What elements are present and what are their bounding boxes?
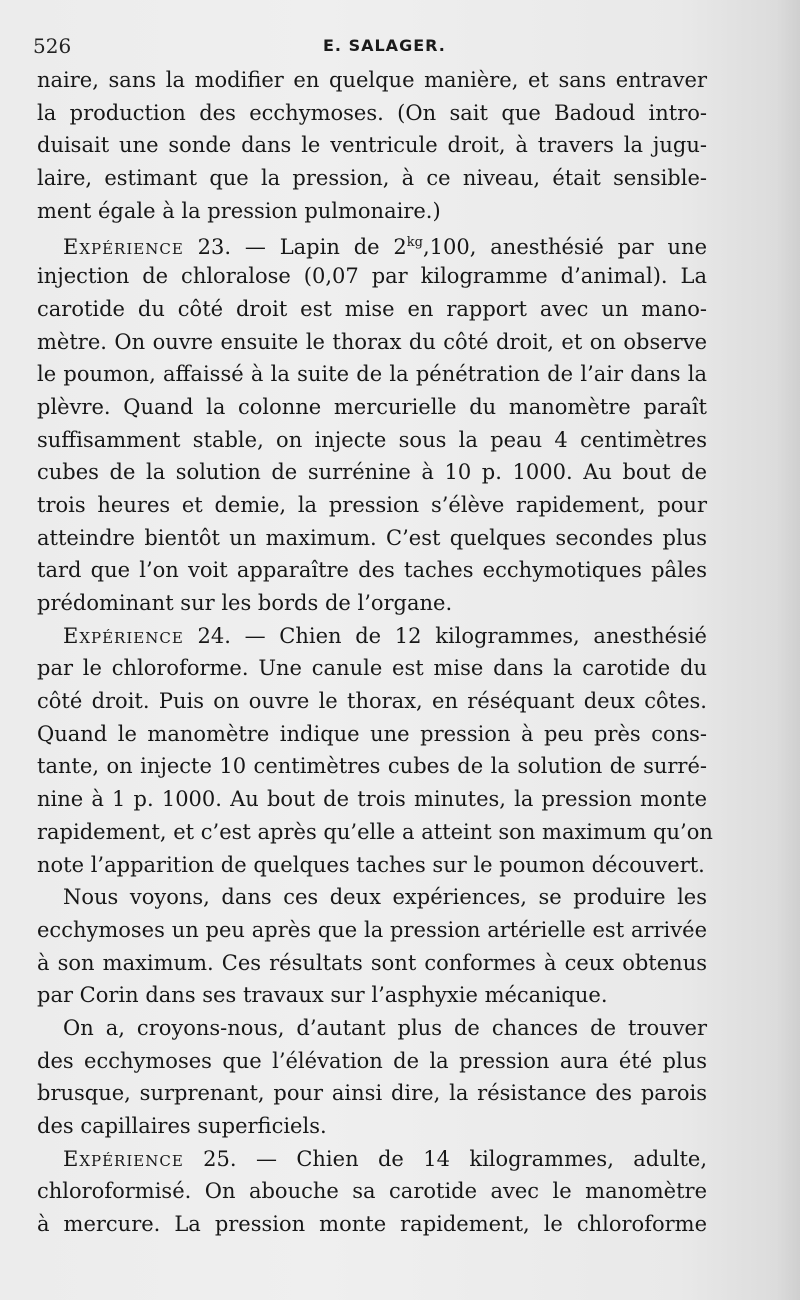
- line-text: tard que l’on voit apparaître des taches ecchymotiques pâles: [37, 558, 707, 583]
- text-line: [37, 326, 707, 359]
- text-line: [37, 1045, 707, 1078]
- line-text: prédominant sur les bords de l’organe.: [37, 591, 453, 615]
- line-text: On a, croyons-nous, d’autant plus de chances de trouver: [63, 1015, 707, 1040]
- text-line: [37, 391, 707, 424]
- text-line: [37, 750, 707, 783]
- text-line: [37, 64, 707, 97]
- line-text: par Corin dans ses travaux sur l’asphyxie mécanique.: [37, 983, 608, 1008]
- line-text: ,100, anesthésié par une: [423, 235, 708, 260]
- line-text: à son maximum. Ces résultats sont conformes à ceux obtenus: [37, 950, 707, 975]
- page-header: [33, 34, 752, 62]
- line-text: la production des ecchymoses. (On sait que Badoud intro-: [37, 100, 707, 125]
- line-text: par le chloroforme. Une canule est mise dans la carotide du: [37, 656, 707, 681]
- experiment-label: Expérience: [63, 623, 184, 648]
- line-text: atteindre bientôt un maximum. C’est quelques secondes plus: [37, 525, 707, 550]
- line-text: chloroformisé. On abouche sa carotide avec le manomètre: [37, 1179, 707, 1204]
- line-text: nine à 1 p. 1000. Au bout de trois minutes, la pression monte: [37, 787, 707, 812]
- text-line: [37, 1012, 707, 1045]
- line-text: plèvre. Quand la colonne mercurielle du manomètre paraît: [37, 394, 707, 419]
- text-line: [37, 1110, 707, 1143]
- experiment-label: Expérience: [63, 235, 184, 260]
- text-line: [37, 424, 707, 457]
- text-line: [37, 129, 707, 162]
- text-line: [37, 293, 707, 326]
- line-text: brusque, surprenant, pour ainsi dire, la résistance des parois: [37, 1081, 707, 1106]
- text-line: [37, 979, 707, 1012]
- running-title: E. SALAGER.: [323, 36, 446, 55]
- line-text: ecchymoses un peu après que la pression artérielle est arrivée: [37, 917, 707, 942]
- text-line: [37, 554, 707, 587]
- text-line: [37, 522, 707, 555]
- page-number: 526: [33, 34, 72, 58]
- line-text: Quand le manomètre indique une pression à peu près cons-: [37, 721, 707, 746]
- text-line: [37, 685, 707, 718]
- line-text: injection de chloralose (0,07 par kilogramme d’animal). La: [37, 264, 707, 289]
- text-line: [37, 162, 707, 195]
- line-text: carotide du côté droit est mise en rapport avec un mano-: [37, 296, 707, 321]
- line-text: rapidement, et c’est après qu’elle a atteint son maximum qu’on: [37, 819, 713, 844]
- text-line: [37, 1208, 707, 1241]
- text-line: [37, 456, 707, 489]
- text-line: [37, 816, 713, 849]
- line-text: à mercure. La pression monte rapidement, le chloroforme: [37, 1212, 707, 1237]
- text-line: [37, 97, 707, 130]
- text-line: [37, 195, 707, 228]
- text-line: [37, 489, 707, 522]
- line-text: laire, estimant que la pression, à ce niveau, était sensible-: [37, 166, 707, 191]
- line-text: 24. — Chien de 12 kilogrammes, anesthésié: [183, 623, 707, 648]
- text-line: [37, 260, 707, 293]
- text-line: [37, 881, 707, 914]
- body-text: [37, 64, 713, 1241]
- text-line: [37, 1077, 707, 1110]
- text-line: [37, 358, 707, 391]
- text-line: [37, 652, 707, 685]
- text-line: [37, 1143, 707, 1176]
- line-text: 25. — Chien de 14 kilogrammes, adulte,: [183, 1146, 707, 1171]
- line-text: des capillaires superficiels.: [37, 1114, 327, 1138]
- line-text: des ecchymoses que l’élévation de la pression aura été plus: [37, 1048, 707, 1073]
- text-line: [37, 783, 707, 816]
- text-line: [37, 620, 707, 653]
- text-line: [37, 718, 707, 751]
- line-text: note l’apparition de quelques taches sur le poumon découvert.: [37, 852, 705, 877]
- line-text-prefix: 23. — Lapin de 2: [183, 235, 407, 260]
- unit-superscript: kg: [406, 235, 423, 251]
- text-line: [37, 914, 707, 947]
- line-text: tante, on injecte 10 centimètres cubes de la solution de surré-: [37, 754, 707, 779]
- line-text: trois heures et demie, la pression s’élève rapidement, pour: [37, 492, 707, 517]
- line-text: naire, sans la modifier en quelque manière, et sans entraver: [37, 68, 707, 92]
- line-text: suffisamment stable, on injecte sous la peau 4 centimètres: [37, 427, 707, 452]
- line-text: mètre. On ouvre ensuite le thorax du côté droit, et on observe: [37, 329, 707, 354]
- line-text: duisait une sonde dans le ventricule droit, à travers la jugu-: [37, 133, 707, 158]
- text-line: [37, 849, 707, 882]
- line-text: cubes de la solution de surrénine à 10 p. 1000. Au bout de: [37, 460, 707, 485]
- line-text: ment égale à la pression pulmonaire.): [37, 198, 441, 223]
- text-line: [37, 1175, 707, 1208]
- line-text: Nous voyons, dans ces deux expériences, se produire les: [63, 885, 707, 910]
- experiment-label: Expérience: [63, 1146, 184, 1171]
- text-line: [37, 227, 707, 260]
- line-text: côté droit. Puis on ouvre le thorax, en réséquant deux côtes.: [37, 689, 707, 714]
- text-line: [37, 947, 707, 980]
- line-text: le poumon, affaissé à la suite de la pénétration de l’air dans la: [37, 362, 707, 387]
- text-line: [37, 587, 707, 620]
